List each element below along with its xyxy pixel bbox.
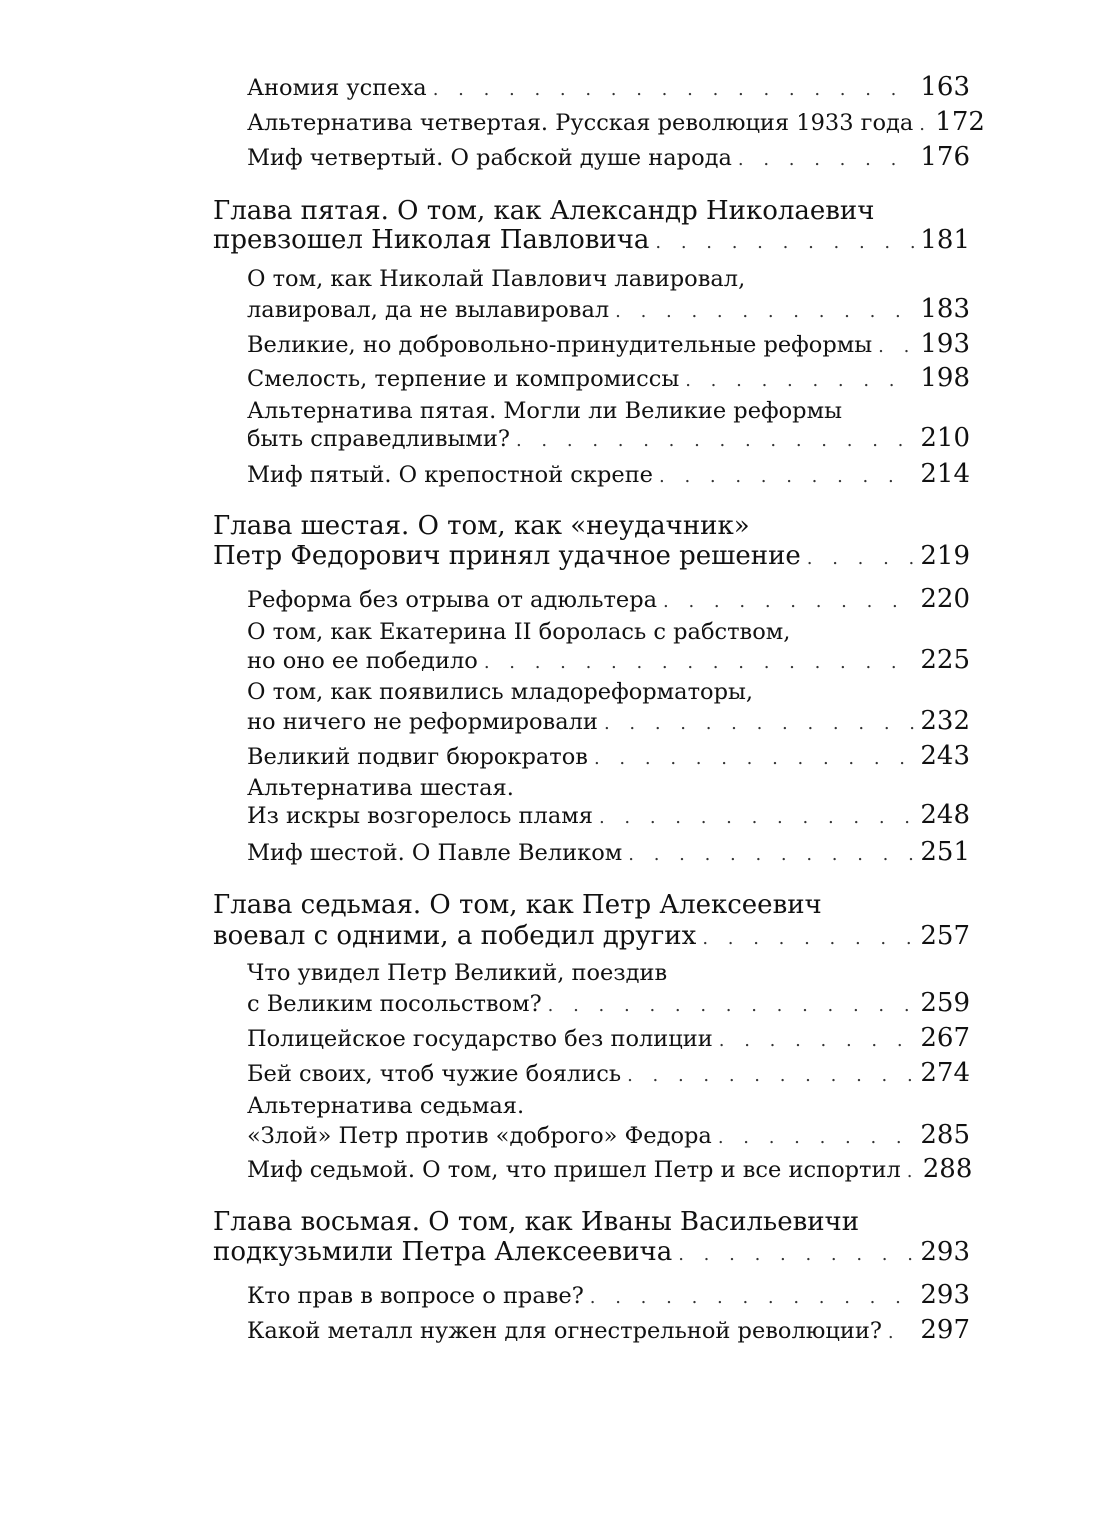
- section-title: О том, как появились младореформаторы,: [247, 678, 754, 705]
- page-number: 293: [920, 1237, 970, 1268]
- leader-dots: [615, 301, 914, 322]
- section-title: Полицейское государство без полиции: [247, 1025, 713, 1052]
- toc-line: [247, 294, 970, 324]
- section-title: Великий подвиг бюрократов: [247, 743, 588, 770]
- leader-dots: [627, 1065, 914, 1086]
- section-title: Миф шестой. О Павле Великом: [247, 839, 623, 866]
- leader-dots: [919, 114, 929, 135]
- leader-dots: [433, 79, 915, 100]
- section-title: Альтернатива шестая.: [247, 774, 514, 801]
- leader-dots: [590, 1287, 915, 1308]
- toc-line: [213, 541, 970, 571]
- page-number: 267: [920, 1022, 970, 1053]
- toc-line: [247, 106, 985, 137]
- section-title: О том, как Николай Павлович лавировал,: [247, 265, 746, 292]
- section-title: Из искры возгорелось пламя: [247, 802, 593, 829]
- leader-dots: [685, 370, 914, 391]
- leader-dots: [655, 232, 914, 253]
- toc-line: [247, 619, 970, 645]
- page-number: 198: [920, 362, 970, 393]
- section-title: Смелость, терпение и компромиссы: [247, 365, 680, 392]
- leader-dots: [719, 1030, 915, 1051]
- leader-dots: [628, 844, 914, 865]
- toc-line: [213, 1207, 970, 1237]
- page-number: 193: [920, 328, 970, 359]
- toc-line: [247, 741, 970, 771]
- page-number: 172: [935, 106, 985, 137]
- chapter-title: превзошел Николая Павловича: [213, 225, 650, 256]
- toc-line: [247, 72, 970, 102]
- section-title: О том, как Екатерина II боролась с рабством,: [247, 618, 791, 645]
- section-title: быть справедливыми?: [247, 425, 510, 452]
- page-number: 297: [920, 1314, 970, 1345]
- section-title: Аномия успеха: [247, 74, 427, 101]
- page-number: 219: [920, 541, 970, 572]
- page-number: 293: [920, 1279, 970, 1310]
- toc-line: [247, 1023, 970, 1053]
- chapter-title: Глава седьмая. О том, как Петр Алексеевич: [213, 890, 822, 921]
- section-title: Альтернатива пятая. Могли ли Великие реформы: [247, 397, 842, 424]
- page-number: 274: [920, 1057, 970, 1088]
- leader-dots: [516, 430, 914, 451]
- chapter-title: Глава пятая. О том, как Александр Николаевич: [213, 196, 875, 227]
- leader-dots: [599, 807, 914, 828]
- toc-line: [213, 890, 970, 920]
- toc-line: [247, 1120, 970, 1150]
- page-number: 259: [920, 987, 970, 1018]
- leader-dots: [659, 466, 914, 487]
- section-title: Альтернатива седьмая.: [247, 1092, 525, 1119]
- page-number: 210: [920, 422, 970, 453]
- toc-line: [213, 1237, 970, 1267]
- section-title: Альтернатива четвертая. Русская революция 1933 года: [247, 109, 914, 136]
- toc-line: [213, 921, 970, 951]
- toc-line: [247, 398, 970, 424]
- leader-dots: [878, 336, 914, 357]
- section-title: «Злой» Петр против «доброго» Федора: [247, 1122, 712, 1149]
- toc-line: [247, 645, 970, 675]
- section-title: с Великим посольством?: [247, 990, 542, 1017]
- toc-line: [247, 706, 970, 736]
- page-number: 181: [920, 225, 970, 256]
- section-title: Миф седьмой. О том, что пришел Петр и все испортил: [247, 1156, 901, 1183]
- toc-line: [213, 511, 970, 541]
- section-title: лавировал, да не вылавировал: [247, 296, 610, 323]
- section-title: но оно ее победило: [247, 647, 478, 674]
- chapter-title: Глава восьмая. О том, как Иваны Васильевичи: [213, 1207, 860, 1238]
- leader-dots: [678, 1244, 914, 1265]
- leader-dots: [663, 591, 914, 612]
- leader-dots: [807, 548, 915, 569]
- toc-line: [247, 988, 970, 1018]
- toc-line: [247, 584, 970, 614]
- page-number: 176: [920, 141, 970, 172]
- toc-line: [247, 459, 970, 489]
- toc-line: [247, 1153, 973, 1184]
- toc-line: [247, 775, 970, 801]
- page-number: 225: [920, 644, 970, 675]
- toc-line: [247, 1093, 970, 1119]
- toc-line: [247, 423, 970, 453]
- leader-dots: [594, 748, 914, 769]
- page-number: 232: [920, 705, 970, 736]
- leader-dots: [738, 149, 914, 170]
- section-title: Миф пятый. О крепостной скрепе: [247, 461, 653, 488]
- toc-line: [213, 225, 970, 255]
- chapter-title: подкузьмили Петра Алексеевича: [213, 1237, 673, 1268]
- leader-dots: [718, 1127, 915, 1148]
- leader-dots: [907, 1161, 917, 1182]
- section-title: Что увидел Петр Великий, поездив: [247, 959, 668, 986]
- toc-line: [247, 329, 970, 359]
- chapter-title: Петр Федорович принял удачное решение: [213, 541, 801, 572]
- page-number: 285: [920, 1119, 970, 1150]
- toc-line: [247, 960, 970, 986]
- leader-dots: [548, 995, 915, 1016]
- toc-line: [247, 1280, 970, 1310]
- section-title: но ничего не реформировали: [247, 708, 598, 735]
- toc-line: [247, 363, 970, 393]
- page-number: 214: [920, 458, 970, 489]
- page-number: 163: [920, 71, 970, 102]
- leader-dots: [484, 652, 915, 673]
- leader-dots: [604, 713, 914, 734]
- section-title: Миф четвертый. О рабской душе народа: [247, 144, 732, 171]
- leader-dots: [888, 1322, 914, 1343]
- page-number: 243: [920, 740, 970, 771]
- page-number: 220: [920, 583, 970, 614]
- toc-line: [247, 837, 970, 867]
- chapter-title: Глава шестая. О том, как «неудачник»: [213, 511, 750, 542]
- page-number: 257: [920, 921, 970, 952]
- leader-dots: [702, 928, 914, 949]
- page-number: 251: [920, 836, 970, 867]
- toc-line: [213, 196, 970, 226]
- section-title: Какой металл нужен для огнестрельной революции?: [247, 1317, 882, 1344]
- chapter-title: воевал с одними, а победил других: [213, 921, 697, 952]
- toc-line: [247, 266, 970, 292]
- section-title: Бей своих, чтоб чужие боялись: [247, 1060, 622, 1087]
- page-number: 183: [920, 293, 970, 324]
- toc-line: [247, 1058, 970, 1088]
- toc-line: [247, 679, 970, 705]
- page-number: 248: [920, 799, 970, 830]
- toc-line: [247, 142, 970, 172]
- section-title: Кто прав в вопросе о праве?: [247, 1282, 584, 1309]
- toc-line: [247, 1315, 970, 1345]
- section-title: Реформа без отрыва от адюльтера: [247, 586, 658, 613]
- section-title: Великие, но добровольно-принудительные реформы: [247, 331, 873, 358]
- page-number: 288: [922, 1153, 973, 1184]
- toc-line: [247, 800, 970, 830]
